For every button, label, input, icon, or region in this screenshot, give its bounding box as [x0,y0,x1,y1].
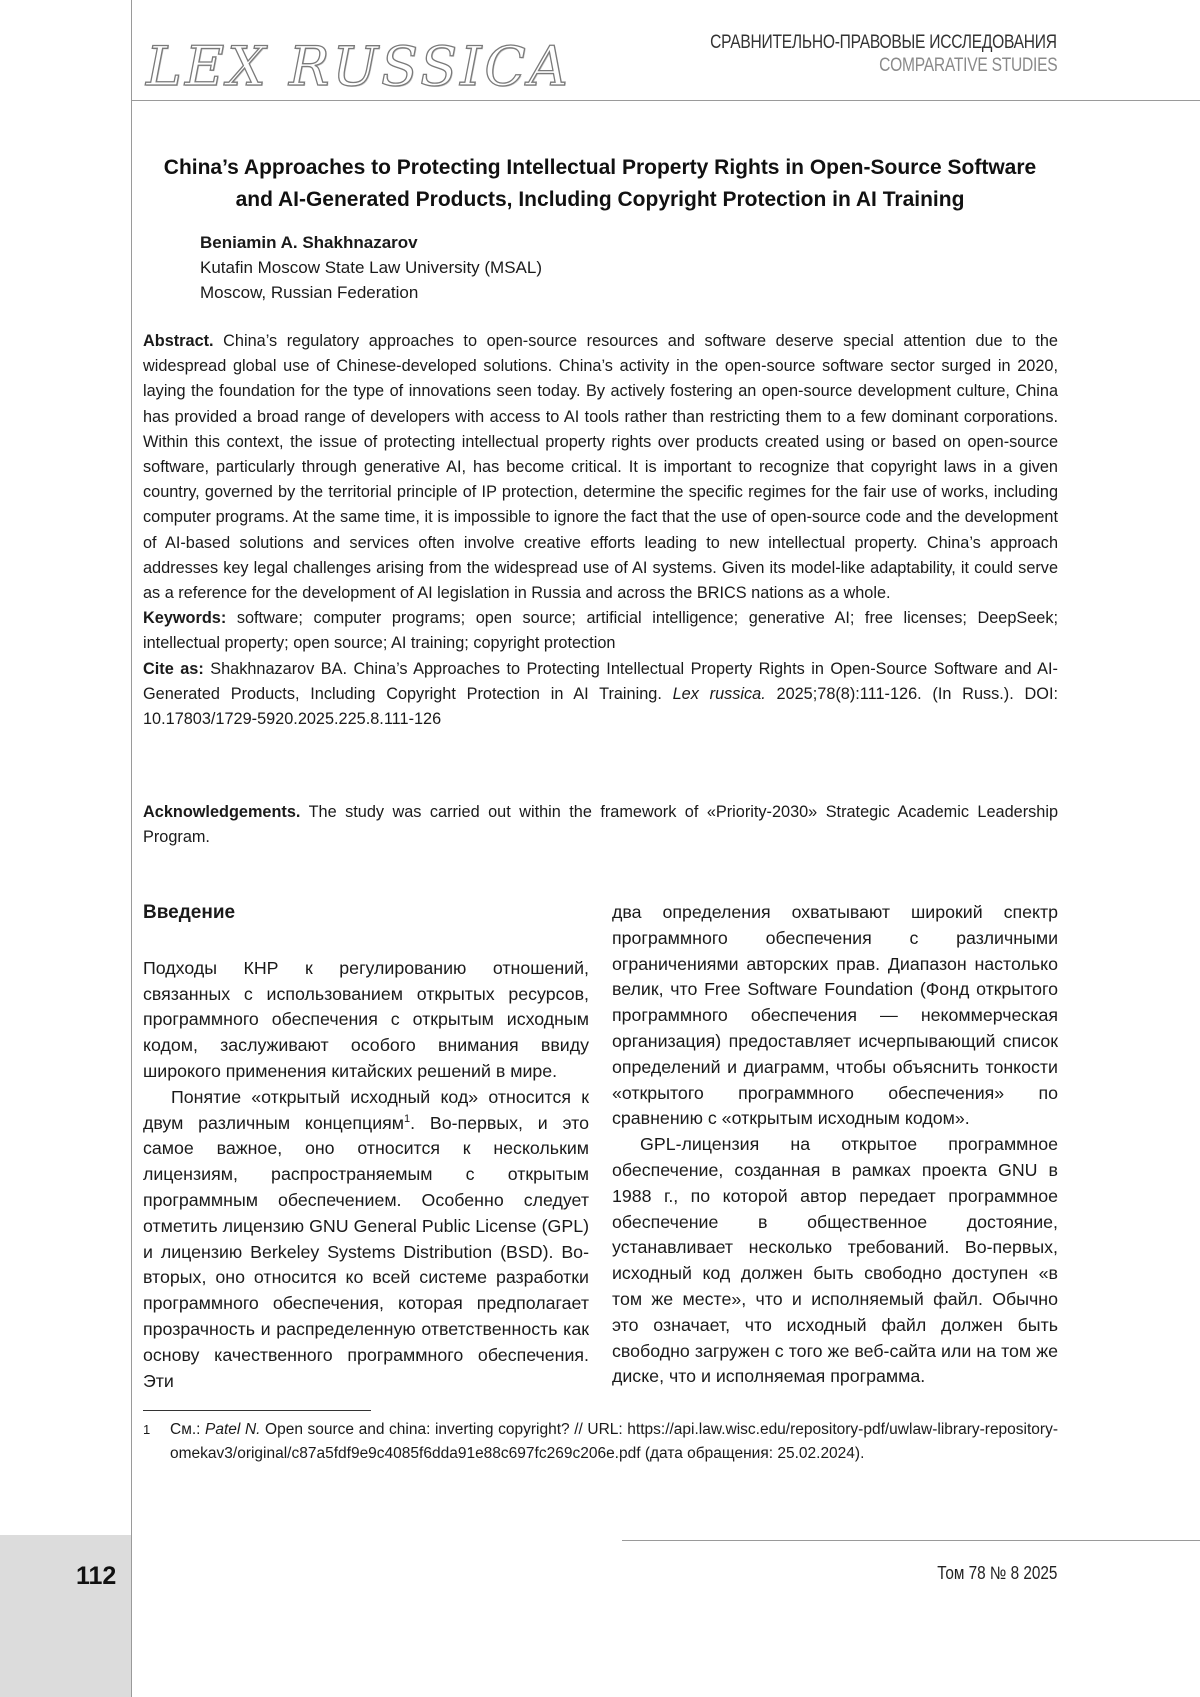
keywords-label: Keywords: [143,609,227,628]
cite-journal: Lex russica. [672,684,766,703]
header-rule [131,100,1200,101]
issue-info: Том 78 № 8 2025 [936,1563,1057,1583]
title-line-1: China’s Approaches to Protecting Intellectual Property Rights in Open-Source Software [163,156,1037,179]
left-margin [0,0,131,1697]
page-number-block [0,1535,131,1697]
acknowledgements-text: The study was carried out within the framework of «Priority-2030» Strategic Academic Leadership Program. [143,803,1058,847]
article-title [145,152,1055,216]
section-title-en: COMPARATIVE STUDIES [878,55,1057,76]
cite-text-b: 2025;78(8):111-126. (In Russ.). DOI: 10.17803/1729-5920.2025.225.8.111-126 [143,684,1058,729]
abstract-label: Abstract. [143,332,214,350]
acknowledgements-label: Acknowledgements. [143,803,301,821]
abstract-text: China’s regulatory approaches to open-source resources and software deserve special attention due to the widespread global use of Chinese-developed solutions. China’s activity in the open-source software sector surged in 2020, laying the foundation for the type of innovations seen today. By actively fostering an open-source development culture, China has provided a broad range of developers with access to AI tools rather than restricting them to a few dominant corporations. Within this context, the issue of protecting intellectual property rights over products created using or based on open-source software, particularly through generative AI, has become critical. It is important to recognize that copyright laws in a given country, governed by the territorial principle of IP protection, determine the specific regimes for the fair use of works, including computer programs. At the same time, it is impossible to ignore the fact that the use of open-source code and the development of AI-based solutions and services often involve creative efforts leading to new intellectual property. China’s approach addresses key legal challenges arising from the widespread use of AI systems. Given its model-like adaptability, it could serve as a reference for the development of AI legislation in Russia and across the BRICS nations as a whole. [143,332,1058,603]
footnote-body [170,1418,1058,1466]
paragraph-3: два определения охватывают широкий спектр программного обеспечения с различными ограничениями авторских прав. Диапазон настолько велик, что Free Software Foundation (Фонд открытого программного обеспечения — некоммерческая организация) предоставляет исчерпывающий список определений и диаграмм, чтобы объяснить тонкости «открытого программного обеспечения» по сравнению с «открытым исходным кодом». [612,902,1058,1129]
footnote-text[interactable]: Open source and china: inverting copyright? // URL: https://api.law.wisc.edu/repository-pdf/uwlaw-library-repository-omekav3/original/c87a5fdf9e9c4085f6dda91e88c697fc269c206e.pdf (дата обращения: 25.02.2024). [170,1421,1058,1462]
title-line-2: and AI-Generated Products, Including Copyright Protection in AI Training [235,188,965,211]
footnote-rule [143,1410,371,1411]
footnote-author: Patel N. [205,1421,261,1438]
body-column-right [612,900,1058,1390]
author-block [200,230,542,305]
paragraph-4: GPL-лицензия на открытое программное обеспечение, созданная в рамках проекта GNU в 1988 г., по которой автор передает программное обеспечение в общественное достояние, устанавливает несколько требований. Во-первых, исходный код должен быть свободно доступен «в том же месте», что и исполняемый файл. Обычно это означает, что исходный файл должен быть свободно загружен с того же веб-сайта или на том же диске, что и исполняемая программа. [612,1134,1058,1387]
cite-label: Cite as: [143,659,204,678]
author-affiliation: Kutafin Moscow State Law University (MSAL) [200,258,543,277]
paragraph-2a: Понятие «открытый исходный код» относится к двум различным концепциям [143,1086,589,1133]
author-location: Moscow, Russian Federation [200,283,419,302]
cite-text-a: Shakhnazarov BA. China’s Approaches to Protecting Intellectual Property Rights in Open-Source Software and AI-Generated Products, Including Copyright Protection in AI Training. [143,659,1058,703]
abstract [143,329,1058,606]
section-heading: Введение [143,902,236,923]
footnote-ref[interactable]: 1 [404,1112,411,1125]
keywords-text: software; computer programs; open source; artificial intelligence; generative AI; free licenses; DeepSeek; intellectual property; open source; AI training; copyright protection [143,609,1059,653]
paragraph-1: Подходы КНР к регулированию отношений, связанных с использованием открытых ресурсов, программного обеспечения с открытым исходным кодом, заслуживают особого внимания ввиду широкого применения китайских решений в мире. [143,957,589,1081]
body-column-left [143,900,589,1394]
acknowledgements [143,800,1058,850]
vertical-rule [131,0,132,1697]
footnote-number: 1 [143,1422,151,1437]
paragraph-2 [143,1085,589,1395]
journal-logo: LEX RUSSICA [146,35,571,98]
footnote [143,1418,1058,1466]
section-title-ru: СРАВНИТЕЛЬНО-ПРАВОВЫЕ ИССЛЕДОВАНИЯ [710,32,1057,53]
paragraph-2b: . Во-первых, и это самое важное, оно относится к нескольким лицензиям, распространяемым с открытым программным обеспечением. Особенно следует отметить лицензию GNU General Public License (GPL) и лицензию Berkeley Systems Distribution (BSD). Во-вторых, оно относится ко всей системе разработки программного обеспечения, которая предполагает прозрачность и распределенную ответственность как основу качественного программного обеспечения. Эти [143,1112,589,1391]
abstract-section [143,329,1058,732]
footer-rule [622,1540,1200,1541]
author-name: Beniamin A. Shakhnazarov [200,233,418,252]
page-number: 112 [76,1562,117,1590]
cite-as [143,657,1058,733]
keywords [143,606,1058,656]
footnote-prefix: См.: [170,1421,206,1438]
